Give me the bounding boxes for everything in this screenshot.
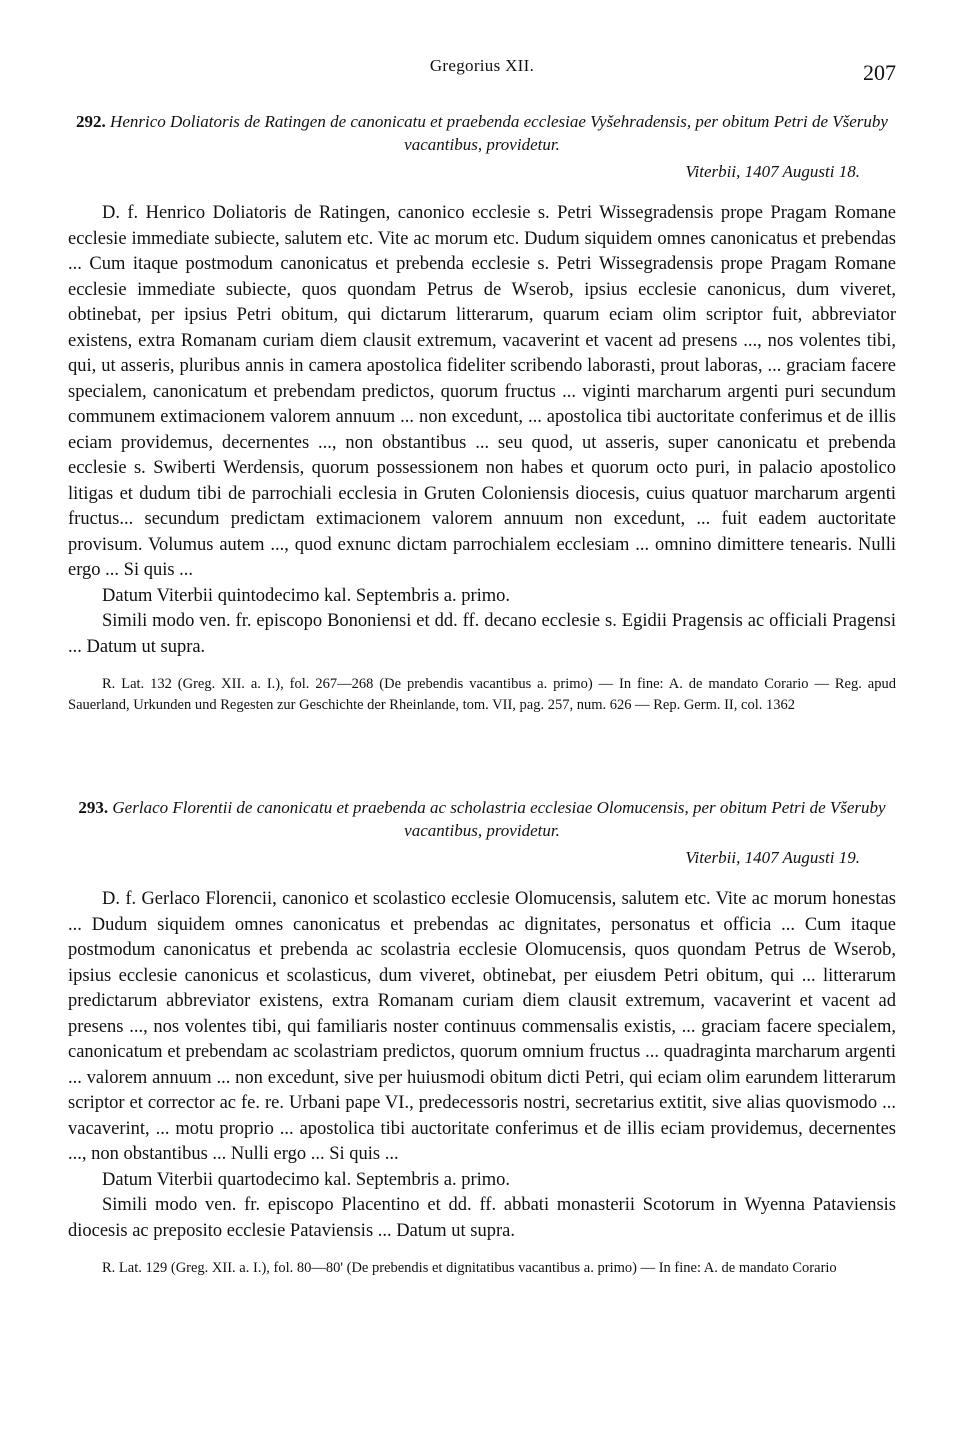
entry-number: 293. [78,798,109,817]
body-paragraph: Simili modo ven. fr. episcopo Bononiensi et dd. ff. decano ecclesie s. Egidii Pragensis ac officiali Pragensi ... Datum ut supra. [68,611,896,657]
body-paragraph: Datum Viterbii quartodecimo kal. Septembris a. primo. [102,1169,511,1190]
entry-dateline: Viterbii, 1407 Augusti 19. [685,848,860,867]
entry-body [68,201,896,660]
entry-body [68,887,896,1244]
entry-regest [74,110,890,156]
body-paragraph: D. f. Gerlaco Florencii, canonico et scolastico ecclesie Olomucensis, salutem etc. Vite ac morum honestas ... Dudum siquidem omnes canonicatus et prebendas ac dignitates, personatus et officia ... Cum itaque postmodum canonicatus et prebenda ac scolastria ecclesie Olomucensis, quos quondam Petrus de Wserob, ipsius ecclesie canonicus et scolasticus, dum viveret, obtinebat, per eiusdem Petri obitum, qui ... litterarum predictarum abbreviator existens, extra Romanam curiam diem clausit extremum, vacaverint et vacent ad presens ..., nos volentes tibi, qui familiaris noster continuus commensalis existis, ... graciam facere specialem, canonicatum et prebendam ac scolastriam predictos, quorum omnium fructus ... quadraginta marcharum argenti ... valorem annuum ... non excedunt, sive per huiusmodi obitum dicti Petri, qui eciam olim earundem litterarum scriptor et corrector ac fe. re. Urbani pape VI., predecessoris nostri, secretarius extitit, sive alias quovismodo ... vacaverint, ... motu proprio ... apostolica tibi auctoritate conferimus et de illis eciam providemus, decernentes ..., non obstantibus ... Nulli ergo ... Si quis ... [68,889,896,1164]
page-number: 207 [863,60,896,85]
archival-note: R. Lat. 132 (Greg. XII. a. I.), fol. 267—268 (De prebendis vacantibus a. primo) — In fine: A. de mandato Corario — Reg. apud Sauerland, Urkunden und Regesten zur Geschichte der Rheinlande, tom. VII, pag. 257, num. 626 — Rep. Germ. II, col. 1362 [68,676,896,713]
entry-number: 292. [76,112,106,131]
entry-dateline: Viterbii, 1407 Augusti 18. [685,162,860,181]
body-paragraph: D. f. Henrico Doliatoris de Ratingen, canonico ecclesie s. Petri Wissegradensis prope Pragam Romane ecclesie immediate subiecte, salutem etc. Vite ac morum etc. Dudum siquidem omnes canonicatus et prebendas ... Cum itaque postmodum canonicatus et prebenda ecclesie s. Petri Wissegradensis prope Pragam Romane ecclesie immediate subiecte, quos quondam Petrus de Wserob, ipsius ecclesie canonicus, dum viveret, obtinebat, per ipsius Petri obitum, qui dictarum litterarum, quarum eciam olim scriptor fuit, abbreviator existens, extra Romanam curiam diem clausit extremum, vacaverint et vacent ad presens ..., nos volentes tibi, qui, ut asseris, pluribus annis in camera apostolica fideliter scribendo laborasti, prout laboras, ... graciam facere specialem, canonicatum et prebendam predictos, quorum fructus ... viginti marcharum argenti puri secundum communem extimacionem valorem annuum ... non excedunt, ... apostolica tibi auctoritate conferimus et de illis eciam providemus, decernentes ..., non obstantibus ... seu quod, ut asseris, super canonicatu et prebenda ecclesie s. Swiberti Werdensis, quorum possessionem non habes et quorum octo puri, in palacio apostolico litigas et dudum tibi de parrochiali ecclesia in Gruten Coloniensis diocesis, cuius quatuor marcharum argenti fructus... secundum predictam extimacionem valorem annuum non excedunt, ... fuit eadem auctoritate provisum. Volumus autem ..., quod exnunc dictam parrochialem ecclesiam ... omnino dimittere tenearis. Nulli ergo ... Si quis ... [68,203,896,580]
entry-regest-text: Henrico Doliatoris de Ratingen de canonicatu et praebenda ecclesiae Vyšehradensis, per obitum Petri de Všeruby vacantibus, providetur. [110,112,888,154]
page-header [68,56,896,90]
entry-292 [68,110,896,716]
body-paragraph: Datum Viterbii quintodecimo kal. Septembris a. primo. [102,585,511,606]
entry-regest-text: Gerlaco Florentii de canonicatu et praebenda ac scholastria ecclesiae Olomucensis, per obitum Petri de Všeruby vacantibus, providetur. [112,798,886,840]
entry-293 [68,796,896,1279]
archival-note: R. Lat. 129 (Greg. XII. a. I.), fol. 80—80' (De prebendis et dignitatibus vacantibus a. primo) — In fine: A. de mandato Corario [102,1260,837,1276]
body-paragraph: Simili modo ven. fr. episcopo Placentino et dd. ff. abbati monasterii Scotorum in Wyenna Pataviensis diocesis ac preposito ecclesie Pataviensis ... Datum ut supra. [68,1195,896,1241]
entry-regest [74,796,890,842]
running-head: Gregorius XII. [429,56,535,75]
